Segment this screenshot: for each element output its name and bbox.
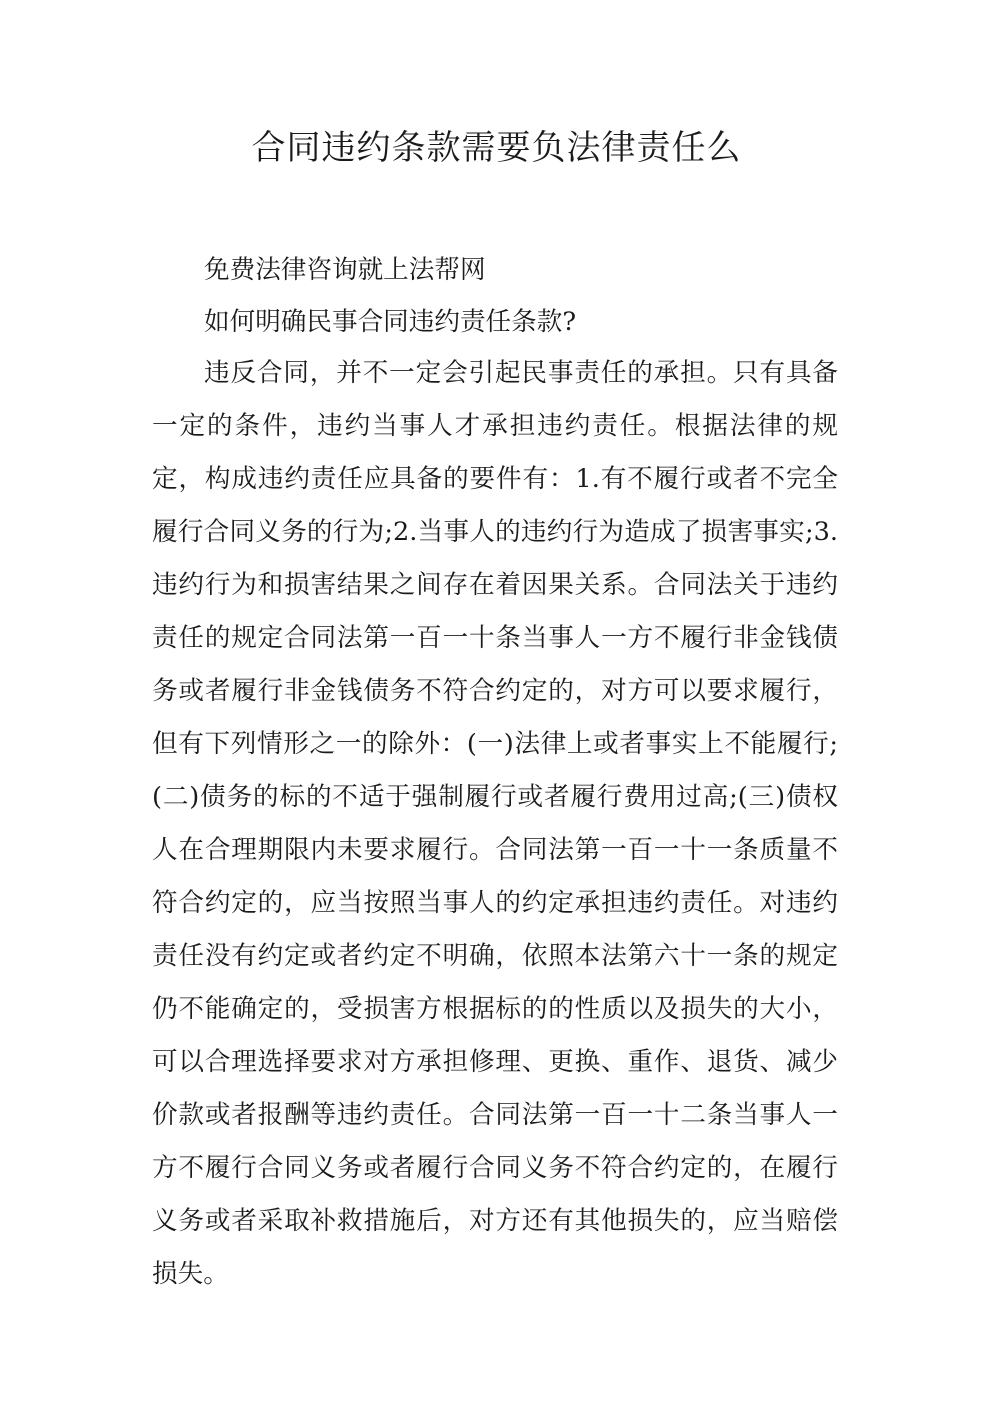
paragraph-intro: 免费法律咨询就上法帮网 [204, 255, 486, 285]
paragraph-question: 如何明确民事合同违约责任条款? [204, 307, 577, 337]
paragraph-body: 违反合同，并不一定会引起民事责任的承担。只有具备一定的条件，违约当事人才承担违约责任。根据法律的规定，构成违约责任应具备的要件有：1.有不履行或者不完全履行合同义务的行为;2.当事人的违约行为造成了损害事实;3.违约行为和损害结果之间存在着因果关系。合同法关于违约责任的规定合同法第一百一十条当事人一方不履行非金钱债务或者履行非金钱债务不符合约定的，对方可以要求履行，但有下列情形之一的除外：(一)法律上或者事实上不能履行;(二)债务的标的不适于强制履行或者履行费用过高;(三)债权人在合理期限内未要求履行。合同法第一百一十一条质量不符合约定的，应当按照当事人的约定承担违约责任。对违约责任没有约定或者约定不明确，依照本法第六十一条的规定仍不能确定的，受损害方根据标的的性质以及损失的大小，可以合理选择要求对方承担修理、更换、重作、退货、减少价款或者报酬等违约责任。合同法第一百一十二条当事人一方不履行合同义务或者履行合同义务不符合约定的，在履行义务或者采取补救措施后，对方还有其他损失的，应当赔偿损失。 [152, 358, 838, 1289]
document-title: 合同违约条款需要负法律责任么 [251, 128, 742, 168]
